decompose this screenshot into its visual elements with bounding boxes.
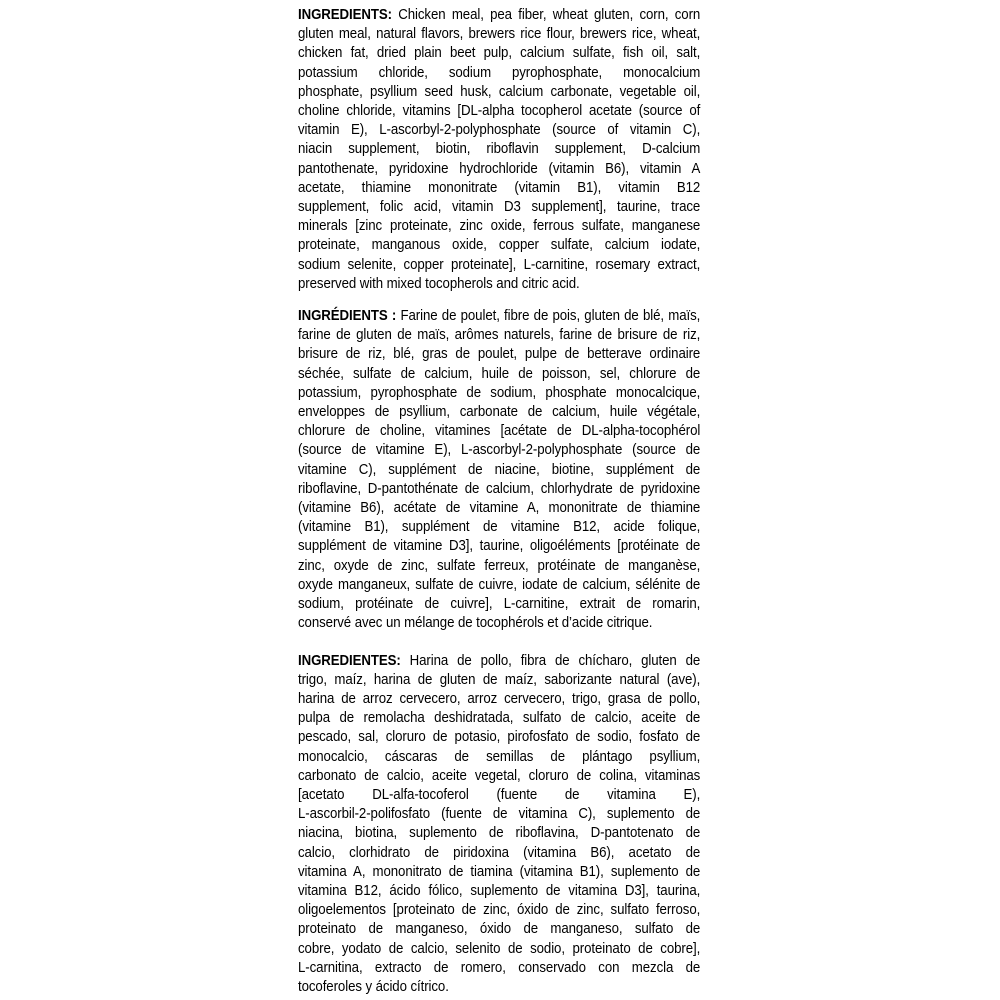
ingredients-paragraph-spanish [298, 651, 700, 997]
ingredient-text-line: L-ascorbil-2-polifosfato (fuente de vitamina C), suplemento de [298, 805, 701, 823]
ingredient-text-line: enveloppes de psyllium, carbonate de calcium, huile végétale, [298, 403, 701, 421]
ingredient-text-line: calcio, clorhidrato de piridoxina (vitamina B6), acetato de [298, 843, 701, 861]
ingredients-heading: INGREDIENTES: [298, 651, 401, 669]
ingredient-text-line: vitamina B12, ácido fólico, suplemento de vitamina D3], taurina, [298, 881, 701, 899]
ingredient-text-line: tocoferoles y ácido cítrico. [298, 977, 449, 995]
ingredient-text-line: chicken fat, dried plain beet pulp, calcium sulfate, fish oil, salt, [298, 44, 701, 62]
ingredient-text-line: choline chloride, vitamins [DL-alpha tocopherol acetate (source of [298, 102, 701, 120]
ingredient-text-line: chlorure de choline, vitamines [acétate de DL-alpha-tocophérol [298, 422, 701, 440]
ingredient-text-line: farine de gluten de maïs, arômes naturels, farine de brisure de riz, [298, 326, 701, 344]
ingredient-text-line: proteinate, manganous oxide, copper sulfate, calcium iodate, [298, 236, 701, 254]
ingredient-text-line: INGREDIENTS: Chicken meal, pea fiber, wheat gluten, corn, corn [298, 6, 701, 23]
ingredient-text-line: riboflavine, D-pantothénate de calcium, chlorhydrate de pyridoxine [298, 479, 701, 497]
ingredient-text-line: vitamina A, mononitrato de tiamina (vitamina B1), suplemento de [298, 862, 701, 880]
ingredient-text-line: INGREDIENTES: Harina de pollo, fibra de chícharo, gluten de [298, 651, 701, 669]
ingredient-text-line: INGRÉDIENTS : Farine de poulet, fibre de pois, gluten de blé, maïs, [298, 307, 701, 325]
ingredient-text-line: zinc, oxyde de zinc, sulfate ferreux, protéinate de manganèse, [298, 556, 701, 574]
ingredient-text-line: acetate, thiamine mononitrate (vitamin B1), vitamin B12 [298, 178, 701, 196]
ingredient-text-line: carbonato de calcio, aceite vegetal, cloruro de colina, vitaminas [298, 766, 701, 784]
ingredient-text-line: [acetato DL-alfa-tocoferol (fuente de vitamina E), [298, 785, 701, 803]
ingredient-text-line: (vitamine B1), supplément de vitamine B12, acide folique, [298, 518, 701, 536]
ingredient-text-line: vitamine C), supplément de niacine, biotine, supplément de [298, 460, 701, 478]
ingredient-text-line: vitamin E), L-ascorbyl-2-polyphosphate (source of vitamin C), [298, 121, 701, 139]
ingredient-text-line: potassium chloride, sodium pyrophosphate, monocalcium [298, 63, 701, 81]
ingredient-text-line: oligoelementos [proteinato de zinc, óxido de zinc, sulfato ferroso, [298, 901, 701, 919]
ingredient-text-line: conservé avec un mélange de tocophérols et d’acide citrique. [298, 614, 653, 632]
ingredient-text-line: (source de vitamine E), L-ascorbyl-2-polyphosphate (source de [298, 441, 701, 459]
ingredient-text-line: oxyde manganeux, sulfate de cuivre, iodate de calcium, sélénite de [298, 575, 701, 593]
ingredient-text-line: séchée, sulfate de calcium, huile de poisson, sel, chlorure de [298, 364, 701, 382]
ingredient-text-line: proteinato de manganeso, óxido de manganeso, sulfato de [298, 920, 701, 938]
ingredient-text-line: potassium, pyrophosphate de sodium, phosphate monocalcique, [298, 383, 701, 401]
ingredients-label [298, 5, 700, 996]
ingredient-text-line: phosphate, psyllium seed husk, calcium carbonate, vegetable oil, [298, 82, 701, 100]
ingredients-heading: INGRÉDIENTS : [298, 307, 397, 325]
ingredient-text-line: niacin supplement, biotin, riboflavin supplement, D-calcium [298, 140, 701, 158]
ingredient-text-line: trigo, maíz, harina de gluten de maíz, saborizante natural (ave), [298, 670, 701, 688]
ingredient-text-line: harina de arroz cervecero, arroz cervecero, trigo, grasa de pollo, [298, 689, 701, 707]
ingredient-text-line: cobre, yodato de calcio, selenito de sodio, proteinato de cobre], [298, 939, 701, 957]
ingredient-text-line: supplement, folic acid, vitamin D3 supplement], taurine, trace [298, 198, 701, 216]
ingredient-text-line: niacina, biotina, suplemento de riboflavina, D-pantotenato de [298, 824, 701, 842]
ingredients-paragraph-english [298, 5, 700, 293]
ingredient-text-line: sodium, protéinate de cuivre], L-carnitine, extrait de romarin, [298, 595, 701, 613]
ingredient-text-line: gluten meal, natural flavors, brewers rice flour, brewers rice, wheat, [298, 25, 701, 43]
ingredient-text-line: pulpa de remolacha deshidratada, sulfato de calcio, aceite de [298, 709, 701, 727]
ingredient-text-line: supplément de vitamine D3], taurine, oligoéléments [protéinate de [298, 537, 701, 555]
ingredient-text-line: preserved with mixed tocopherols and citric acid. [298, 274, 580, 292]
ingredient-text-line: brisure de riz, blé, gras de poulet, pulpe de betterave ordinaire [298, 345, 701, 363]
ingredient-text-line: pescado, sal, cloruro de potasio, pirofosfato de sodio, fosfato de [298, 728, 701, 746]
ingredient-text-line: minerals [zinc proteinate, zinc oxide, ferrous sulfate, manganese [298, 217, 701, 235]
ingredient-text-line: pantothenate, pyridoxine hydrochloride (vitamin B6), vitamin A [298, 159, 701, 177]
ingredients-heading: INGREDIENTS: [298, 6, 392, 23]
ingredients-paragraph-french [298, 306, 700, 632]
ingredient-text-line: monocalcio, cáscaras de semillas de plántago psyllium, [298, 747, 701, 765]
ingredient-text-line: sodium selenite, copper proteinate], L-carnitine, rosemary extract, [298, 255, 701, 273]
ingredient-text-line: L-carnitina, extracto de romero, conservado con mezcla de [298, 958, 701, 976]
ingredient-text-line: (vitamine B6), acétate de vitamine A, mononitrate de thiamine [298, 499, 701, 517]
